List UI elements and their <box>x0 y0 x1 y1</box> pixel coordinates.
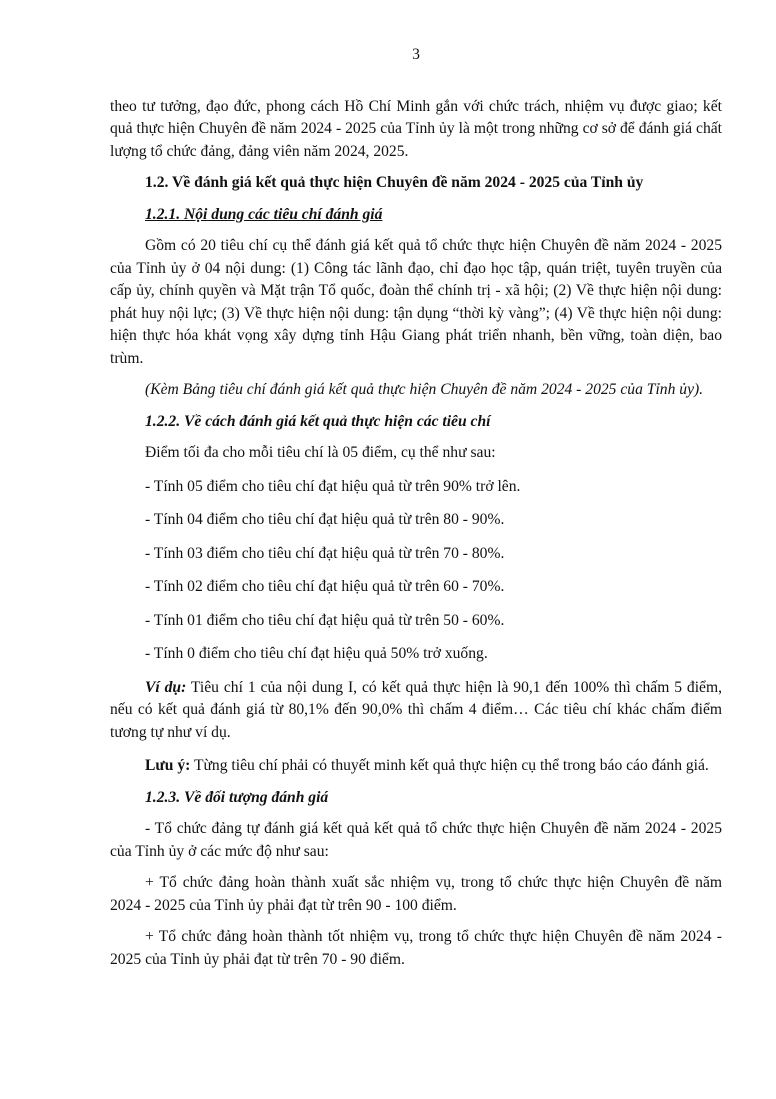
section-1-2-heading: 1.2. Về đánh giá kết quả thực hiện Chuyên đề năm 2024 - 2025 của Tỉnh ủy <box>145 174 644 191</box>
page-number: 3 <box>412 46 420 63</box>
criteria-content-paragraph: Gồm có 20 tiêu chí cụ thể đánh giá kết quả tổ chức thực hiện Chuyên đề năm 2024 - 2025 của Tỉnh ủy ở 04 nội dung: (1) Công tác lãnh đạo, chỉ đạo học tập, quán triệt, tuyên truyền của cấp ủy, chính quyền và Mặt trận Tổ quốc, đoàn thể chính trị - xã hội; (2) Về thực hiện nội dung: phát huy nội lực; (3) Về thực hiện nội dung: tận dụng “thời kỳ vàng”; (4) Về thực hiện nội dung: hiện thực hóa khát vọng xây dựng tỉnh Hậu Giang phát triển nhanh, bền vững, toàn diện, bao trùm. <box>110 237 722 367</box>
score-item-4: - Tính 02 điểm cho tiêu chí đạt hiệu quả từ trên 60 - 70%. <box>145 578 505 595</box>
section-1-2-1-heading-line <box>110 204 722 227</box>
evaluation-level-excellent: + Tổ chức đảng hoàn thành xuất sắc nhiệm vụ, trong tổ chức thực hiện Chuyên đề năm 2024 - 2025 của Tỉnh ủy phải đạt từ trên 90 - 100 điểm. <box>110 874 722 914</box>
example-label: Ví dụ: <box>145 678 187 696</box>
note-text: Từng tiêu chí phải có thuyết minh kết quả thực hiện cụ thể trong báo cáo đánh giá. <box>190 757 709 774</box>
section-1-2-2-heading: 1.2.2. Về cách đánh giá kết quả thực hiện các tiêu chí <box>145 412 491 430</box>
score-item-2: - Tính 04 điểm cho tiêu chí đạt hiệu quả từ trên 80 - 90%. <box>145 511 505 528</box>
section-1-2-3-heading: 1.2.3. Về đối tượng đánh giá <box>145 788 329 806</box>
evaluation-level-intro: - Tổ chức đảng tự đánh giá kết quả kết quả tổ chức thực hiện Chuyên đề năm 2024 - 2025 của Tỉnh ủy ở các mức độ như sau: <box>110 820 722 860</box>
example-paragraph <box>110 677 722 745</box>
note-label: Lưu ý: <box>145 757 191 774</box>
score-item-6: - Tính 0 điểm cho tiêu chí đạt hiệu quả 50% trở xuống. <box>145 645 488 662</box>
section-1-2-1-heading: 1.2.1. Nội dung các tiêu chí đánh giá <box>145 205 383 223</box>
score-item-1: - Tính 05 điểm cho tiêu chí đạt hiệu quả từ trên 90% trở lên. <box>145 477 521 495</box>
intro-paragraph: theo tư tưởng, đạo đức, phong cách Hồ Chí Minh gắn với chức trách, nhiệm vụ được giao; kết quả thực hiện Chuyên đề năm 2024 - 2025 của Tỉnh ủy là một trong những cơ sở để đánh giá chất lượng tổ chức đảng, đảng viên năm 2024, 2025. <box>110 97 722 160</box>
note-paragraph <box>110 755 722 778</box>
document-page <box>110 44 722 971</box>
max-score-intro: Điểm tối đa cho mỗi tiêu chí là 05 điểm, cụ thể như sau: <box>145 444 496 461</box>
score-item-5: - Tính 01 điểm cho tiêu chí đạt hiệu quả từ trên 50 - 60%. <box>145 611 505 629</box>
score-item-3: - Tính 03 điểm cho tiêu chí đạt hiệu quả từ trên 70 - 80%. <box>145 544 505 562</box>
example-text: Tiêu chí 1 của nội dung I, có kết quả thực hiện là 90,1 đến 100% thì chấm 5 điểm, nếu có kết quả đánh giá từ 80,1% đến 90,0% thì chấm 4 điểm… Các tiêu chí khác chấm điểm tương tự như ví dụ. <box>110 678 722 741</box>
evaluation-level-good: + Tổ chức đảng hoàn thành tốt nhiệm vụ, trong tổ chức thực hiện Chuyên đề năm 2024 - 2025 của Tỉnh ủy phải đạt từ trên 70 - 90 điểm. <box>110 928 722 968</box>
attachment-note: (Kèm Bảng tiêu chí đánh giá kết quả thực hiện Chuyên đề năm 2024 - 2025 của Tỉnh ủy). <box>145 381 704 398</box>
